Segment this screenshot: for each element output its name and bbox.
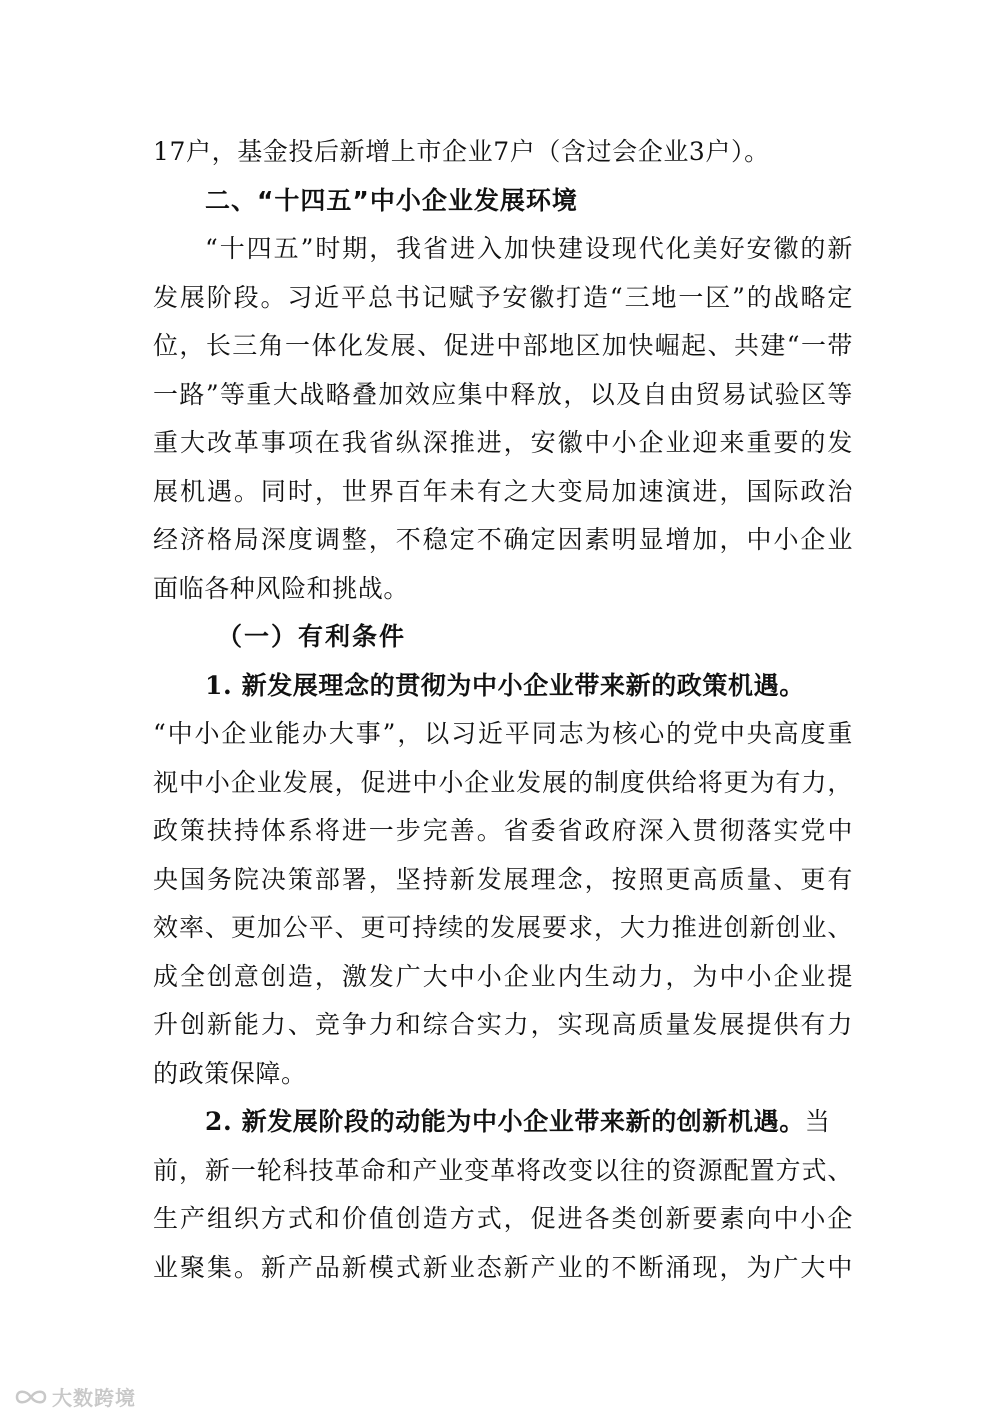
text-line: 视中小企业发展，促进中小企业发展的制度供给将更为有力， [153, 767, 853, 797]
text-line: 效率、更加公平、更可持续的发展要求，大力推进创新创业、 [153, 913, 853, 942]
text-line: 升创新能力、竞争力和综合实力，实现高质量发展提供有力 [153, 1010, 853, 1039]
text-line: （一）有利条件 [217, 622, 407, 651]
text-line: “十四五”时期，我省进入加快建设现代化美好安徽的新 [205, 234, 853, 263]
text-line: 1. 新发展理念的贯彻为中小企业带来新的政策机遇。 [205, 670, 805, 700]
document-body [153, 128, 853, 1292]
text-line: 经济格局深度调整，不稳定不确定因素明显增加，中小企业 [153, 525, 853, 554]
paragraph-lead-bold: 2. 新发展阶段的动能为中小企业带来新的创新机遇。 [205, 1107, 805, 1136]
watermark-text: 大数跨境 [52, 1386, 136, 1410]
text-line: 成全创意创造，激发广大中小企业内生动力，为中小企业提 [153, 961, 853, 991]
watermark [14, 1382, 136, 1411]
text-line: 位，长三角一体化发展、促进中部地区加快崛起、共建“一带 [153, 331, 853, 360]
infinity-logo-icon [14, 1386, 48, 1408]
text-line [153, 1098, 853, 1147]
text-line: “中小企业能办大事”，以习近平同志为核心的党中央高度重 [153, 719, 853, 748]
text-line: 的政策保障。 [153, 1058, 307, 1088]
text-line: 政策扶持体系将进一步完善。省委省政府深入贯彻落实党中 [153, 816, 853, 845]
text-line: 重大改革事项在我省纵深推进，安徽中小企业迎来重要的发 [153, 428, 853, 457]
text-line: 发展阶段。习近平总书记赋予安徽打造“三地一区”的战略定 [153, 282, 853, 312]
text-line: 面临各种风险和挑战。 [153, 573, 410, 603]
text-line: 业聚集。新产品新模式新业态新产业的不断涌现，为广大中 [153, 1252, 853, 1282]
paragraph-lead-tail: 当 [804, 1107, 831, 1136]
text-line: 展机遇。同时，世界百年未有之大变局加速演进，国际政治 [153, 476, 853, 506]
text-line: 一路”等重大战略叠加效应集中释放，以及自由贸易试验区等 [153, 379, 853, 409]
text-line: 生产组织方式和价值创造方式，促进各类创新要素向中小企 [153, 1204, 853, 1233]
text-line: 二、“十四五”中小企业发展环境 [205, 185, 578, 215]
text-line: 前，新一轮科技革命和产业变革将改变以往的资源配置方式、 [153, 1155, 853, 1185]
text-line: 央国务院决策部署，坚持新发展理念，按照更高质量、更有 [153, 864, 853, 894]
text-line: 17户，基金投后新增上市企业7户（含过会企业3户）。 [153, 137, 770, 166]
